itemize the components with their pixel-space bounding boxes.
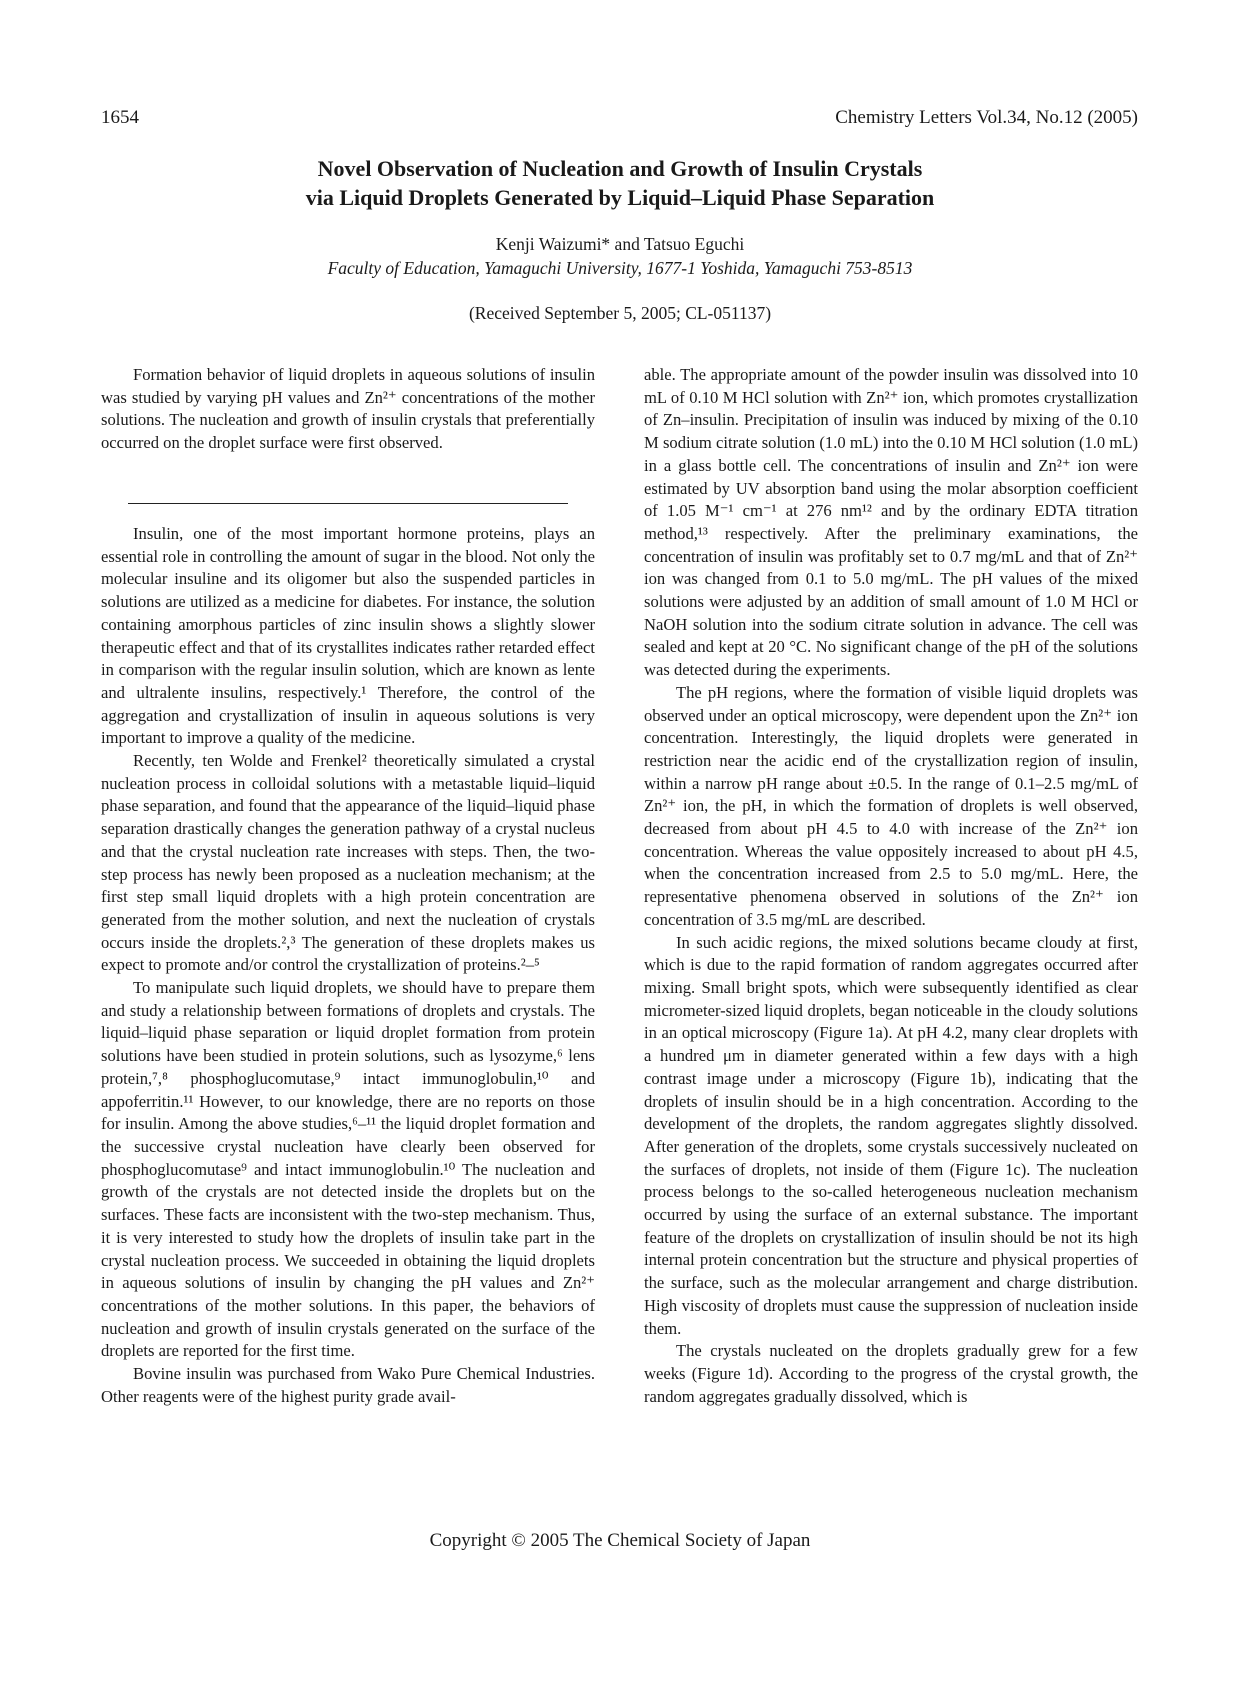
copyright-footer: Copyright © 2005 The Chemical Society of Japan <box>429 1530 811 1551</box>
article-title <box>0 154 1240 212</box>
body-paragraph: The pH regions, where the formation of visible liquid droplets was observed under an optical microscopy, were dependent upon the Zn²⁺ ion concentration. Interestingly, the liquid droplets were generated in restriction near the acidic end of the crystallization region of insulin, within a narrow pH range about ±0.5. In the range of 0.1–2.5 mg/mL of Zn²⁺ ion, the pH, in which the formation of droplets is well observed, decreased from about pH 4.5 to 4.0 with increase of the Zn²⁺ ion concentration. Whereas the value oppositely increased to about pH 4.5, when the concentration increased from 2.5 to 5.0 mg/mL. Here, the representative phenomena observed in solutions of the Zn²⁺ ion concentration of 3.5 mg/mL are described. <box>644 682 1138 929</box>
author-list: Kenji Waizumi* and Tatsuo Eguchi <box>495 234 745 254</box>
title-line-2: via Liquid Droplets Generated by Liquid–Liquid Phase Separation <box>305 185 935 210</box>
body-paragraph: In such acidic regions, the mixed solutions became cloudy at first, which is due to the rapid formation of random aggregates occurred after mixing. Small bright spots, which were subsequently identified as clear micrometer-sized liquid droplets, began noticeable in the cloudy solutions in an optical microscopy (Figure 1a). At pH 4.2, many clear droplets with a hundred μm in diameter generated within a few days with a high contrast image under a microscopy (Figure 1b), indicating that the droplets of insulin should be in a high concentration. According to the development of the droplets, the random aggregates slightly dissolved. After generation of the droplets, some crystals successively nucleated on the surfaces of droplets, not inside of them (Figure 1c). The nucleation process belongs to the so-called heterogeneous nucleation mechanism occurred by using the surface of an external substance. The important feature of the droplets on crystallization of insulin should be not its high internal protein concentration but the structure and physical properties of the surface, such as the molecular arrangement and charge distribution. High viscosity of droplets must cause the suppression of nucleation inside them. <box>644 932 1138 1338</box>
journal-citation: Chemistry Letters Vol.34, No.12 (2005) <box>835 107 1138 128</box>
affiliation: Faculty of Education, Yamaguchi University, 1677-1 Yoshida, Yamaguchi 753-8513 <box>327 258 913 278</box>
body-paragraph: Insulin, one of the most important hormone proteins, plays an essential role in controlling the amount of sugar in the blood. Not only the molecular insuline and its oligomer but also the suspended particles in solutions are utilized as a medicine for diabetes. For instance, the solution containing amorphous particles of zinc insulin shows a slightly slower therapeutic effect and that of its crystallites indicates rather retarded effect in comparison with the regular insulin solution, which are known as lente and ultralente insulins, respectively.¹ Therefore, the control of the aggregation and crystallization of insulin in aqueous solutions is very important to improve a quality of the medicine. <box>101 524 595 748</box>
abstract-text: Formation behavior of liquid droplets in aqueous solutions of insulin was studied by varying pH values and Zn²⁺ concentrations of the mother solutions. The nucleation and growth of insulin crystals that preferentially occurred on the droplet surface were first observed. <box>101 365 595 453</box>
received-date: (Received September 5, 2005; CL-051137) <box>468 303 772 323</box>
page-number: 1654 <box>101 107 139 128</box>
body-paragraph: Recently, ten Wolde and Frenkel² theoretically simulated a crystal nucleation process in colloidal solutions with a metastable liquid–liquid phase separation, and found that the appearance of the liquid–liquid phase separation drastically changes the generation pathway of a crystal nucleus and that the crystal nucleation rate increases with steps. Then, the two-step process has newly been proposed as a nucleation mechanism; at the first step small liquid droplets with a high protein concentration are generated from the mother solution, and next the nucleation of crystals occurs inside the droplets.²,³ The generation of these droplets makes us expect to promote and/or control the crystallization of proteins.²–⁵ <box>101 751 595 975</box>
right-column <box>644 364 1138 1408</box>
body-paragraph: able. The appropriate amount of the powder insulin was dissolved into 10 mL of 0.10 M HCl solution with Zn²⁺ ion, which promotes crystallization of Zn–insulin. Precipitation of insulin was induced by mixing of the 0.10 M sodium citrate solution (1.0 mL) into the 0.10 M HCl solution (1.0 mL) in a glass bottle cell. The concentrations of insulin and Zn²⁺ ion were estimated by UV absorption band using the molar absorption coefficient of 1.05 M⁻¹ cm⁻¹ at 276 nm¹² and by the ordinary EDTA titration method,¹³ respectively. After the preliminary examinations, the concentration of insulin was profitably set to 0.7 mg/mL and that of Zn²⁺ ion was changed from 0.1 to 5.0 mg/mL. The pH values of the mixed solutions were adjusted by an addition of small amount of 1.0 M HCl or NaOH solution into the sodium citrate solution in advance. The cell was sealed and kept at 20 °C. No significant change of the pH of the solutions was detected during the experiments. <box>644 365 1138 680</box>
body-paragraph: The crystals nucleated on the droplets gradually grew for a few weeks (Figure 1d). According to the progress of the crystal growth, the random aggregates gradually dissolved, which is <box>644 1341 1138 1406</box>
abstract-divider <box>128 503 568 504</box>
left-column <box>101 523 595 1408</box>
title-line-1: Novel Observation of Nucleation and Growth of Insulin Crystals <box>317 156 923 181</box>
abstract <box>101 364 595 455</box>
body-paragraph: To manipulate such liquid droplets, we should have to prepare them and study a relationship between formations of droplets and crystals. The liquid–liquid phase separation or liquid droplet formation from protein solutions have been studied in protein solutions, such as lysozyme,⁶ lens protein,⁷,⁸ phosphoglucomutase,⁹ intact immunoglobulin,¹⁰ and appoferritin.¹¹ However, to our knowledge, there are no reports on those for insulin. Among the above studies,⁶–¹¹ the liquid droplet formation and the successive crystal nucleation have clearly been observed for phosphoglucomutase⁹ and intact immunoglobulin.¹⁰ The nucleation and growth of the crystals are not detected inside the droplets but on the surfaces. These facts are inconsistent with the two-step mechanism. Thus, it is very interested to study how the droplets of insulin take part in the crystal nucleation process. We succeeded in obtaining the liquid droplets in aqueous solutions of insulin by changing the pH values and Zn²⁺ concentrations of the mother solutions. In this paper, the behaviors of nucleation and growth of insulin crystals generated on the surface of the droplets are reported for the first time. <box>101 978 595 1361</box>
body-paragraph: Bovine insulin was purchased from Wako Pure Chemical Industries. Other reagents were of the highest purity grade avail- <box>101 1364 595 1406</box>
